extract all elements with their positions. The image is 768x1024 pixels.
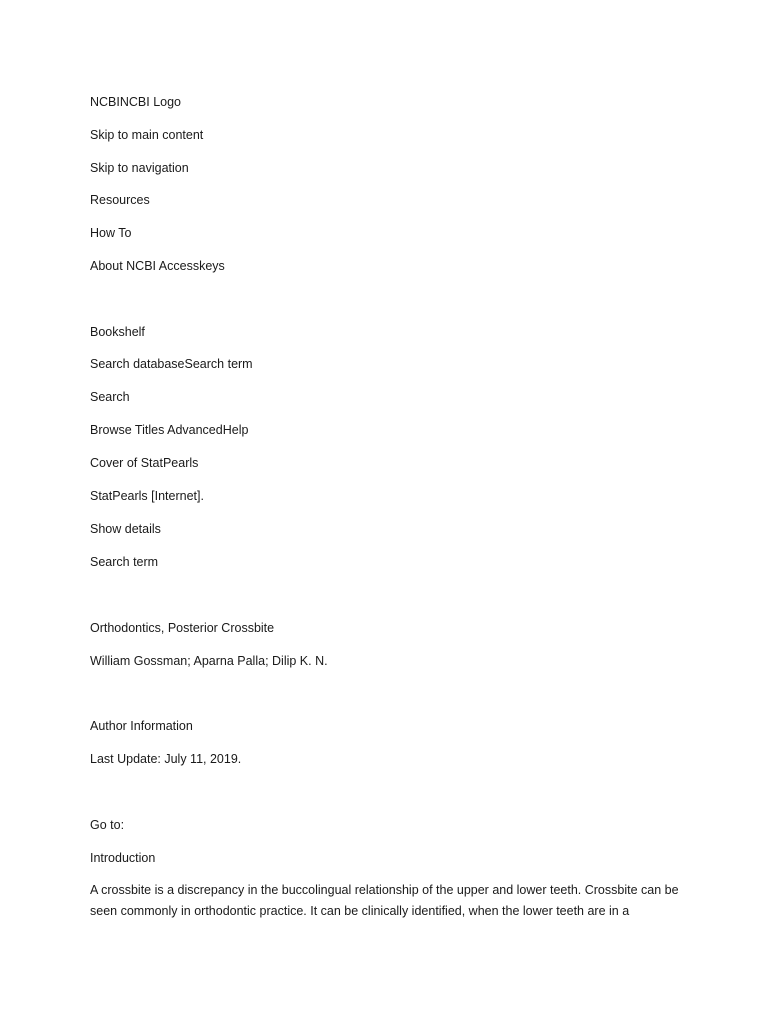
article-title: Orthodontics, Posterior Crossbite — [90, 621, 275, 635]
introduction-paragraph: A crossbite is a discrepancy in the buccolingual relationship of the upper and lower teeth. Crossbite can be seen commonly in orthodontic practice. It can be clinically identified, when the lower teeth are in a — [90, 883, 679, 918]
skip-to-navigation-link[interactable]: Skip to navigation — [90, 161, 189, 175]
cover-of-statpearls: Cover of StatPearls — [90, 456, 199, 470]
article-authors: William Gossman; Aparna Palla; Dilip K. N. — [90, 654, 328, 668]
bookshelf-link[interactable]: Bookshelf — [90, 325, 145, 339]
last-update-text: Last Update: July 11, 2019. — [90, 752, 242, 766]
go-to-link[interactable]: Go to: — [90, 818, 125, 832]
statpearls-internet-title: StatPearls [Internet]. — [90, 489, 204, 503]
skip-to-main-content-link[interactable]: Skip to main content — [90, 128, 204, 142]
resources-link[interactable]: Resources — [90, 193, 150, 207]
search-database-label: Search databaseSearch term — [90, 357, 253, 371]
about-accesskeys-link[interactable]: About NCBI Accesskeys — [90, 259, 225, 273]
ncbi-logo-text[interactable]: NCBINCBI Logo — [90, 95, 182, 109]
introduction-heading: Introduction — [90, 851, 156, 865]
search-button-text[interactable]: Search — [90, 390, 130, 404]
show-details-link[interactable]: Show details — [90, 522, 161, 536]
search-term-label: Search term — [90, 555, 159, 569]
how-to-link[interactable]: How To — [90, 226, 132, 240]
browse-titles-advanced-help[interactable]: Browse Titles AdvancedHelp — [90, 423, 249, 437]
author-information-link[interactable]: Author Information — [90, 719, 193, 733]
